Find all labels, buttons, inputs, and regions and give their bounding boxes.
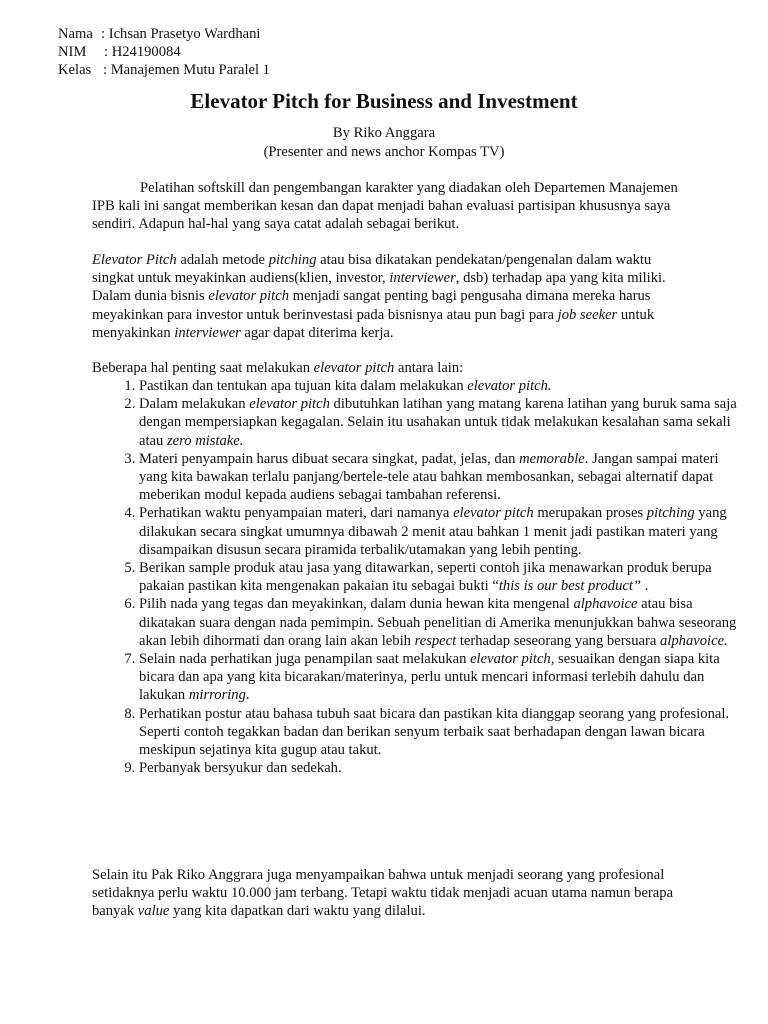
list-item <box>139 759 739 777</box>
list-item <box>139 559 739 595</box>
text-run: terhadap seseorang yang bersuara <box>456 632 661 649</box>
em-text: pitching <box>268 252 317 268</box>
text-run: atau bisa dikatakan suara dengan nada pemimpin. Sebuah penelitian di Amerika menunjukkan bahwa seseorang akan lebih dihormati dan orang lain akan lebih <box>139 596 737 649</box>
em-text: value <box>137 903 170 920</box>
text-run: Pilih nada yang tegas dan meyakinkan, dalam dunia hewan kita mengenal <box>139 596 574 613</box>
em-text: this is our best product” <box>498 578 642 595</box>
list-item <box>139 595 739 650</box>
em-text: elevator pitch, <box>470 651 555 668</box>
text-run: agar dapat diterima kerja. <box>240 324 394 341</box>
closing-paragraph <box>92 866 688 921</box>
text-run: Berikan sample produk atau jasa yang ditawarkan, seperti contoh jika menawarkan produk berupa pakaian pastikan kita mengenakan pakaian itu sebagai bukti “ <box>139 560 712 595</box>
text-run: Selain itu Pak Riko Anggrara juga menyampaikan bahwa untuk menjadi seorang yang profesional setidaknya perlu waktu 10.000 jam terbang. Tetapi waktu tidak menjadi acuan utama namun berapa banyak <box>92 867 674 920</box>
list-item <box>139 650 739 705</box>
intro-paragraph: Pelatihan softskill dan pengembangan karakter yang diadakan oleh Departemen Manajemen IPB kali ini sangat memberikan kesan dan dapat menjadi bahan evaluasi partisipan khususnya saya sendiri. Adapun hal-hal yang saya catat adalah sebagai berikut. <box>92 180 678 233</box>
text-run: . <box>641 578 649 595</box>
text-run: Beberapa hal penting saat melakukan <box>92 360 314 376</box>
text-run: yang dilakukan secara singkat umumnya dibawah 2 menit atau bahkan 1 menit jadi pastikan materi yang disampaikan disusun secara piramida terbalik/utamakan yang lebih penting. <box>139 505 727 558</box>
text-run: yang kita dapatkan dari waktu yang dilalui. <box>169 903 426 920</box>
em-text: elevator pitch. <box>467 378 552 394</box>
text-run: antara lain: <box>394 360 464 376</box>
text-run: adalah metode <box>176 252 269 268</box>
em-text: alphavoice. <box>660 632 728 649</box>
kelas-value: : Manajemen Mutu Paralel 1 <box>103 62 270 78</box>
byline: By Riko Anggara <box>332 125 436 141</box>
text-run: . <box>245 687 250 704</box>
text-run: dibutuhkan latihan yang matang karena latihan yang buruk sama saja dengan mempersiapkan kegagalan. Selain itu usahakan untuk tidak melakukan kesalahan sama sekali atau <box>139 396 737 449</box>
list-item <box>139 395 739 450</box>
em-text: elevator pitch <box>208 288 289 305</box>
em-text: elevator pitch <box>453 505 534 522</box>
text-run: merupakan proses <box>533 505 647 522</box>
nama-label: Nama <box>58 26 93 42</box>
list-item <box>139 504 739 559</box>
em-text: respect <box>414 632 457 649</box>
kelas-label: Kelas <box>58 62 92 78</box>
em-text: job seeker <box>557 306 618 323</box>
byline-subtitle: (Presenter and news anchor Kompas TV) <box>263 144 505 160</box>
tips-list <box>92 377 739 777</box>
text-run: Perhatikan waktu penyampaian materi, dari namanya <box>139 505 454 522</box>
em-text: elevator pitch <box>313 360 395 376</box>
em-text: mirroring <box>188 687 246 704</box>
text-run: , dsb) terhadap apa yang kita miliki. Dalam dunia bisnis <box>92 270 666 305</box>
em-text: interviewer <box>174 324 241 341</box>
text-run: menjadi sangat penting bagi pengusaha dimana mereka harus meyakinkan para investor untuk berinvestasi pada bisnisnya atau pun bagi para <box>92 288 651 323</box>
em-text: Elevator Pitch <box>92 252 177 268</box>
text-run: atau bisa dikatakan pendekatan/pengenalan dalam waktu singkat untuk meyakinkan audiens(klien, investor, <box>92 252 652 287</box>
nama-value: : Ichsan Prasetyo Wardhani <box>101 26 261 42</box>
nim-label: NIM <box>58 44 87 60</box>
document-title: Elevator Pitch for Business and Investment <box>190 89 578 113</box>
definition-paragraph <box>92 251 688 342</box>
text-run: . Jangan sampai materi yang kita bawakan terlalu panjang/bertele-tele atau bahkan membosankan, sebagai alternatif dapat meberikan modul kepada audiens sebagai tambahan referensi. <box>139 450 719 504</box>
text-run: untuk menyakinkan <box>92 306 655 341</box>
text-run: Materi penyampain harus dibuat secara singkat, padat, jelas, dan <box>139 450 520 467</box>
text-run: Perbanyak bersyukur dan sedekah. <box>139 760 342 777</box>
text-run: Pastikan dan tentukan apa tujuan kita dalam melakukan <box>139 378 468 394</box>
nim-value: : H24190084 <box>104 44 181 60</box>
em-text: alphavoice <box>573 596 638 613</box>
em-text: zero mistake. <box>166 432 244 449</box>
list-intro <box>92 359 688 377</box>
text-run: Dalam melakukan <box>139 396 250 413</box>
list-item <box>139 450 739 505</box>
em-text: interviewer <box>389 270 456 287</box>
list-item <box>139 705 739 760</box>
em-text: pitching <box>646 505 695 522</box>
em-text: elevator pitch <box>249 396 330 413</box>
em-text: memorable <box>519 450 585 467</box>
text-run: sesuaikan dengan siapa kita bicara dan apa yang kita bicarakan/materinya, perlu untuk mencari informasi terlebih dahulu dan lakukan <box>139 651 720 704</box>
text-run: Perhatikan postur atau bahasa tubuh saat bicara dan pastikan kita dianggap seorang yang profesional. Seperti contoh tegakkan badan dan berikan senyum terbaik saat berhadapan dengan lawan bicara meskipun sejatinya kita gugup atau takut. <box>139 705 730 759</box>
text-run: Selain nada perhatikan juga penampilan saat melakukan <box>139 651 471 668</box>
list-item <box>139 377 739 395</box>
